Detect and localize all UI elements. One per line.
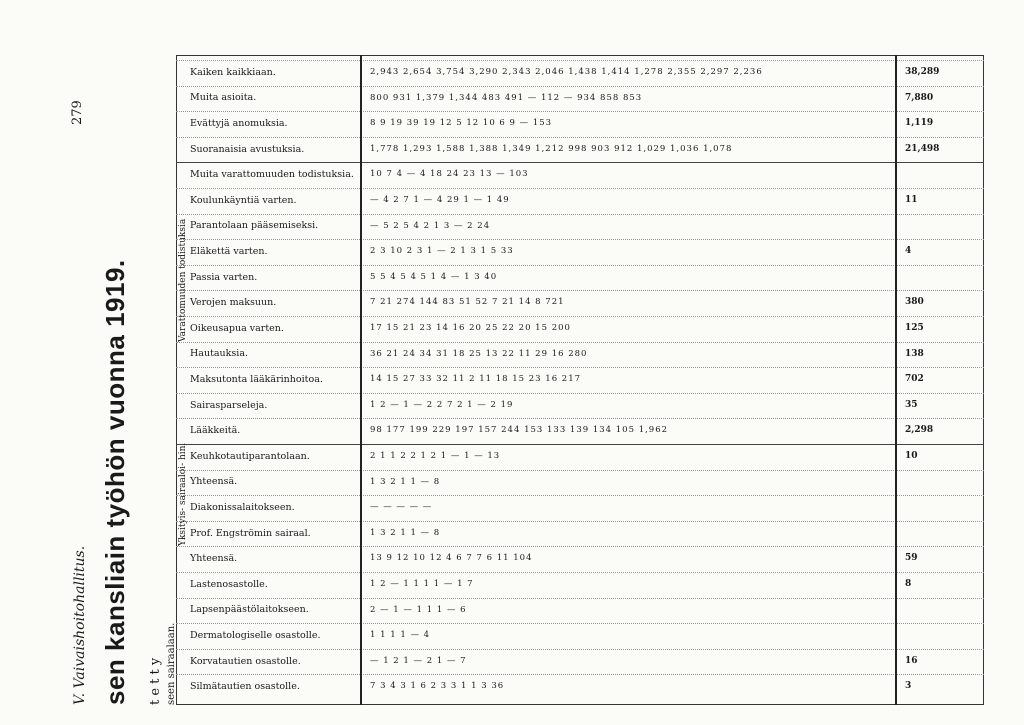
row-total: 35 [905, 399, 918, 410]
row-label: Evättyjä anomuksia. [190, 118, 288, 129]
row-label: Yhteensä. [190, 553, 238, 565]
row-total: 4 [905, 246, 912, 257]
row-values: 800 931 1,379 1,344 483 491 — 112 — 934 858 853 [370, 92, 643, 103]
row-total: 2,298 [905, 425, 934, 436]
row-separator [176, 572, 984, 573]
row-label: Sairasparseleja. [190, 399, 268, 411]
row-separator [176, 674, 984, 675]
row-total: 702 [905, 374, 924, 385]
row-separator [176, 342, 984, 343]
row-label: Prof. Engströmin sairaal. [190, 527, 311, 539]
row-separator [176, 444, 984, 445]
row-separator [176, 495, 984, 496]
row-separator [176, 418, 984, 419]
row-separator [176, 623, 984, 624]
row-separator [176, 265, 984, 266]
row-values: 1 2 — 1 1 1 1 — 1 7 [370, 579, 474, 589]
row-total: 7,880 [905, 92, 934, 103]
row-values: 13 9 12 10 12 4 6 7 7 6 11 104 [370, 553, 533, 564]
row-values: 5 5 4 5 4 5 1 4 — 1 3 40 [370, 271, 498, 282]
row-separator [176, 290, 984, 291]
row-values: 8 9 19 39 19 12 5 12 10 6 9 — 153 [370, 118, 553, 129]
row-label: Yhteensä. [190, 476, 238, 488]
row-label: Verojen maksuun. [190, 297, 277, 309]
row-label: Diakonissalaitokseen. [190, 502, 295, 513]
row-separator [176, 598, 984, 599]
row-separator [176, 239, 984, 240]
row-values: 17 15 21 23 14 16 20 25 22 20 15 200 [370, 323, 571, 333]
row-total: 138 [905, 348, 924, 359]
row-total: 11 [905, 195, 918, 205]
row-total: 21,498 [905, 143, 940, 154]
row-label: Eläkettä varten. [190, 246, 268, 257]
row-label: Dermatologiselle osastolle. [190, 630, 321, 641]
row-values: 7 21 274 144 83 51 52 7 21 14 8 721 [370, 297, 565, 308]
row-values: 2 1 1 2 2 1 2 1 — 1 — 13 [370, 451, 501, 461]
row-label: Lapsenpäästölaitokseen. [190, 604, 309, 616]
row-label: Keuhkotautiparantolaan. [190, 450, 310, 462]
row-values: 98 177 199 229 197 157 244 153 133 139 134 105 1,962 [370, 425, 669, 436]
row-values: 1 2 — 1 — 2 2 7 2 1 — 2 19 [370, 399, 514, 410]
column-divider [360, 55, 362, 705]
row-label: Muita varattomuuden todistuksia. [190, 169, 354, 181]
row-values: — — — — — [370, 502, 433, 513]
row-values: 1 3 2 1 1 — 8 [370, 476, 441, 487]
row-values: — 1 2 1 — 2 1 — 7 [370, 655, 467, 666]
row-total: 380 [905, 297, 924, 308]
page-title: sen kansliain työhön vuonna 1919. [100, 259, 130, 705]
page-number: 279 [70, 100, 85, 125]
row-values: 36 21 24 34 31 18 25 13 22 11 29 16 280 [370, 348, 588, 359]
row-values: 2 3 10 2 3 1 — 2 1 3 1 5 33 [370, 246, 514, 257]
row-values: — 4 2 7 1 — 4 29 1 — 1 49 [370, 195, 510, 205]
row-separator [176, 60, 984, 61]
section-heading: V. Vaivaishoitohallitus. [72, 545, 88, 705]
row-total: 10 [905, 451, 918, 461]
row-separator [176, 316, 984, 317]
group-label-todistuksia: Varattomuuden todistuksia [178, 218, 188, 342]
row-total: 125 [905, 323, 924, 333]
row-label: Muita asioita. [190, 92, 257, 104]
row-label: Lääkkeitä. [190, 425, 241, 437]
row-values: — 5 2 5 4 2 1 3 — 2 24 [370, 220, 491, 231]
row-separator [176, 546, 984, 547]
row-label: Passia varten. [190, 271, 258, 283]
row-separator [176, 393, 984, 394]
row-values: 1,778 1,293 1,588 1,388 1,349 1,212 998 903 912 1,029 1,036 1,078 [370, 143, 733, 154]
row-label: Koulunkäyntiä varten. [190, 194, 297, 206]
group-label-yksityis: Yksityis- sairaaloi- hin. [178, 443, 188, 547]
row-separator [176, 137, 984, 138]
row-label: Oikeusapua varten. [190, 322, 284, 334]
row-separator [176, 649, 984, 650]
row-separator [176, 470, 984, 471]
row-separator [176, 214, 984, 215]
row-total: 1,119 [905, 118, 934, 129]
row-values: 2 — 1 — 1 1 1 — 6 [370, 604, 467, 615]
margin-text: t e t t y [148, 657, 163, 705]
row-total: 38,289 [905, 67, 940, 77]
row-separator [176, 367, 984, 368]
row-values: 7 3 4 3 1 6 2 3 3 1 1 3 36 [370, 681, 505, 692]
row-separator [176, 188, 984, 189]
row-label: Parantolaan pääsemiseksi. [190, 220, 319, 232]
row-values: 14 15 27 33 32 11 2 11 18 15 23 16 217 [370, 374, 582, 385]
row-total: 59 [905, 553, 918, 564]
row-total: 3 [905, 681, 912, 692]
row-total: 16 [905, 655, 918, 666]
row-label: Lastenosastolle. [190, 578, 268, 590]
row-separator [176, 521, 984, 522]
row-label: Korvatautien osastolle. [190, 655, 301, 667]
row-values: 1 1 1 1 — 4 [370, 630, 431, 641]
margin-text-secondary: seen sairaalaan. [166, 622, 177, 705]
row-label: Maksutonta lääkärinhoitoa. [190, 374, 323, 385]
row-values: 2,943 2,654 3,754 3,290 2,343 2,046 1,438 1,414 1,278 2,355 2,297 2,236 [370, 67, 763, 77]
row-label: Kaiken kaikkiaan. [190, 66, 276, 78]
column-divider [895, 55, 897, 705]
row-total: 8 [905, 579, 912, 589]
row-separator [176, 162, 984, 163]
row-separator [176, 86, 984, 87]
row-separator [176, 111, 984, 112]
row-label: Hautauksia. [190, 348, 249, 360]
row-label: Suoranaisia avustuksia. [190, 143, 305, 155]
row-values: 10 7 4 — 4 18 24 23 13 — 103 [370, 169, 529, 180]
row-label: Silmätautien osastolle. [190, 681, 300, 693]
row-values: 1 3 2 1 1 — 8 [370, 527, 441, 538]
